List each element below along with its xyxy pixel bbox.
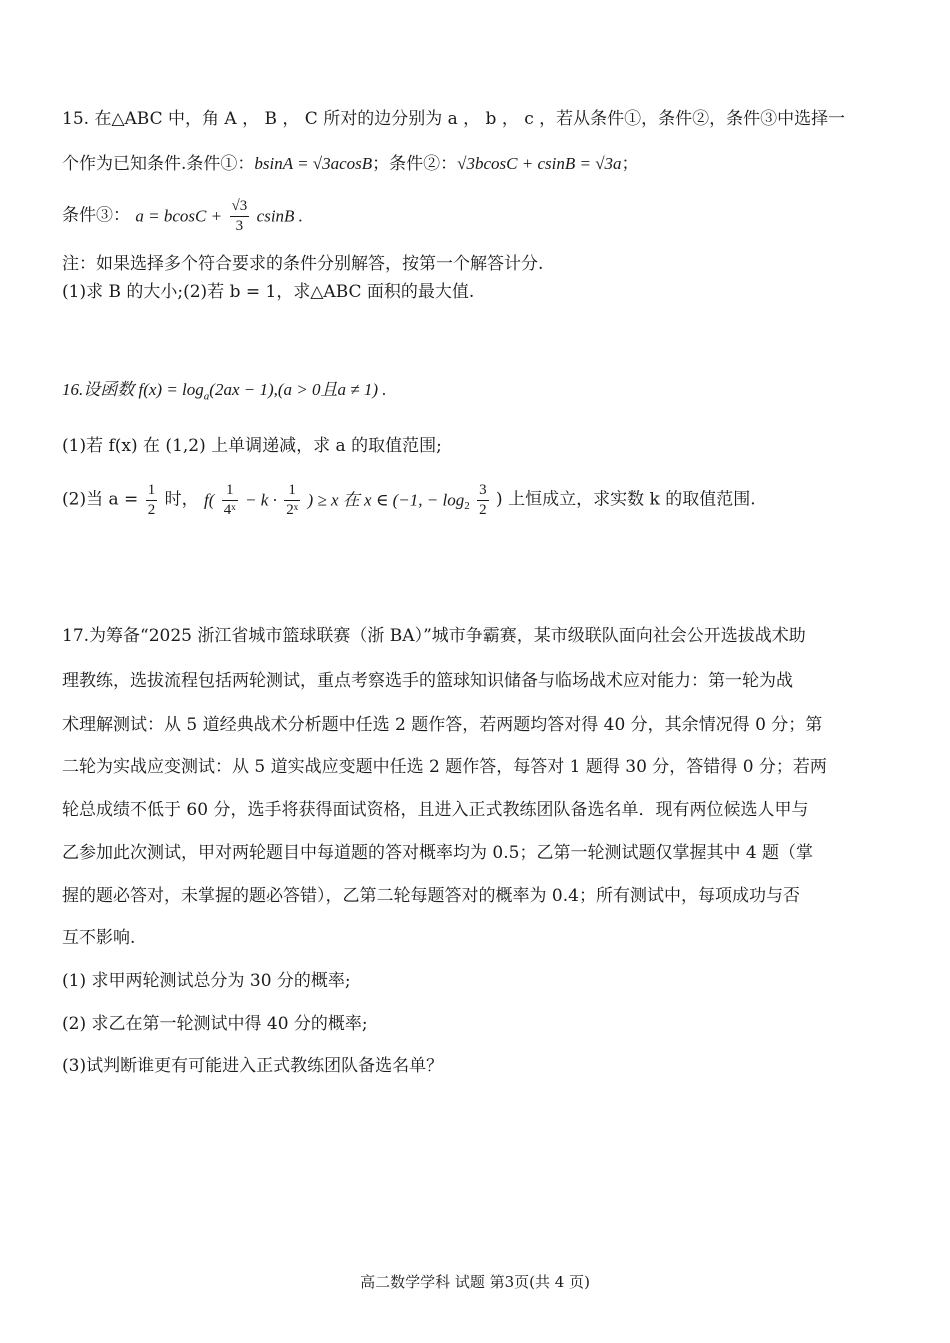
condition-3-left: a = bcosC + (135, 206, 223, 226)
fraction-half (146, 482, 158, 518)
q16-line-1 (62, 381, 387, 402)
fraction-denominator: 3 (235, 217, 244, 234)
q15-line-2-end: ； (621, 154, 639, 174)
fraction-denominator: 4ˣ (223, 501, 236, 518)
q17-line-3: 术理解测试：从 5 道经典战术分析题中任选 2 题作答，若两题均答对得 40 分，其余情况得 0 分；第 (62, 715, 823, 735)
fraction-numerator: 1 (284, 482, 300, 501)
fraction-three-halves (477, 482, 489, 518)
q16-sub-2-start: (2)当 a = (62, 489, 139, 510)
q16-inequality: ) ≥ x 在 x ∈ (−1, − log (307, 490, 465, 510)
fraction-one-over-2x (284, 482, 300, 518)
q16-sub-2 (62, 482, 756, 518)
q15-line-3-intro: 条件③： (62, 205, 130, 226)
q16-function-rest: (2ax − 1),(a > 0且a ≠ 1) . (209, 380, 387, 399)
condition-3-fraction (230, 198, 250, 234)
fraction-numerator: 3 (477, 482, 489, 501)
q16-sub-1: (1)若 f(x) 在 (1,2) 上单调递减，求 a 的取值范围; (62, 436, 442, 456)
q17-sub-1: (1) 求甲两轮测试总分为 30 分的概率; (62, 971, 351, 991)
q15-note: 注：如果选择多个符合要求的条件分别解答，按第一个解答计分. (62, 254, 544, 274)
q15-line-2 (62, 155, 639, 173)
q16-f-open: f( (204, 490, 215, 510)
fraction-denominator: 2 (479, 501, 487, 518)
q15-subquestions: (1)求 B 的大小;(2)若 b = 1，求△ABC 面积的最大值. (62, 282, 475, 302)
q17-line-6: 乙参加此次测试，甲对两轮题目中每道题的答对概率均为 0.5；乙第一轮测试题仅掌握其中 4 题（掌 (62, 843, 814, 863)
fraction-one-over-4x (222, 482, 238, 518)
condition-1-formula: bsinA = √3acosB (254, 154, 373, 173)
page-footer: 高二数学学科 试题 第3页(共 4 页) (360, 1273, 590, 1291)
q17-line-2: 理教练，选拔流程包括两轮测试，重点考察选手的篮球知识储备与临场战术应对能力：第一轮为战 (62, 671, 793, 691)
fraction-numerator: 1 (222, 482, 238, 501)
q17-sub-3: (3)试判断谁更有可能进入正式教练团队备选名单？ (62, 1056, 444, 1076)
fraction-numerator: √3 (230, 198, 250, 217)
condition-3-right: csinB . (256, 206, 303, 226)
q17-line-5: 轮总成绩不低于 60 分，选手将获得面试资格，且进入正式教练团队备选名单．现有两位候选人甲与 (62, 800, 809, 820)
q15-line-3 (62, 198, 303, 234)
fraction-numerator: 1 (146, 482, 158, 501)
q15-line-2-intro: 个作为已知条件.条件①： (62, 154, 255, 174)
condition-2-formula: √3bcosC + csinB = √3a (457, 154, 622, 173)
q17-line-1: 17.为筹备“2025 浙江省城市篮球联赛（浙 BA）”城市争霸赛，某市级联队面向社会公开选拔战术助 (62, 626, 806, 646)
fraction-denominator: 2ˣ (286, 501, 299, 518)
log-base: a (203, 390, 210, 403)
log-base-2: 2 (464, 499, 470, 512)
fraction-denominator: 2 (147, 501, 156, 518)
q16-function-def: 16.设函数 f(x) = log (62, 380, 204, 399)
q16-minus-k: − k · (245, 490, 277, 510)
q17-line-4: 二轮为实战应变测试：从 5 道实战应变题中任选 2 题作答，每答对 1 题得 30 分，答错得 0 分；若两 (62, 757, 827, 777)
q17-sub-2: (2) 求乙在第一轮测试中得 40 分的概率; (62, 1014, 368, 1034)
q15-line-2-mid: ；条件②： (372, 154, 458, 174)
q17-line-7: 握的题必答对，未掌握的题必答错），乙第二轮每题答对的概率为 0.4；所有测试中，每项成功与否 (62, 886, 800, 906)
q15-line-1: 15. 在△ABC 中，角 A ， B ， C 所对的边分别为 a ， b ， c ，若从条件①，条件②，条件③中选择一 (62, 109, 846, 129)
q17-line-8: 互不影响. (62, 928, 136, 948)
q16-sub-2-when: 时， (164, 489, 199, 510)
q16-sub-2-end: ) 上恒成立，求实数 k 的取值范围. (496, 489, 756, 510)
